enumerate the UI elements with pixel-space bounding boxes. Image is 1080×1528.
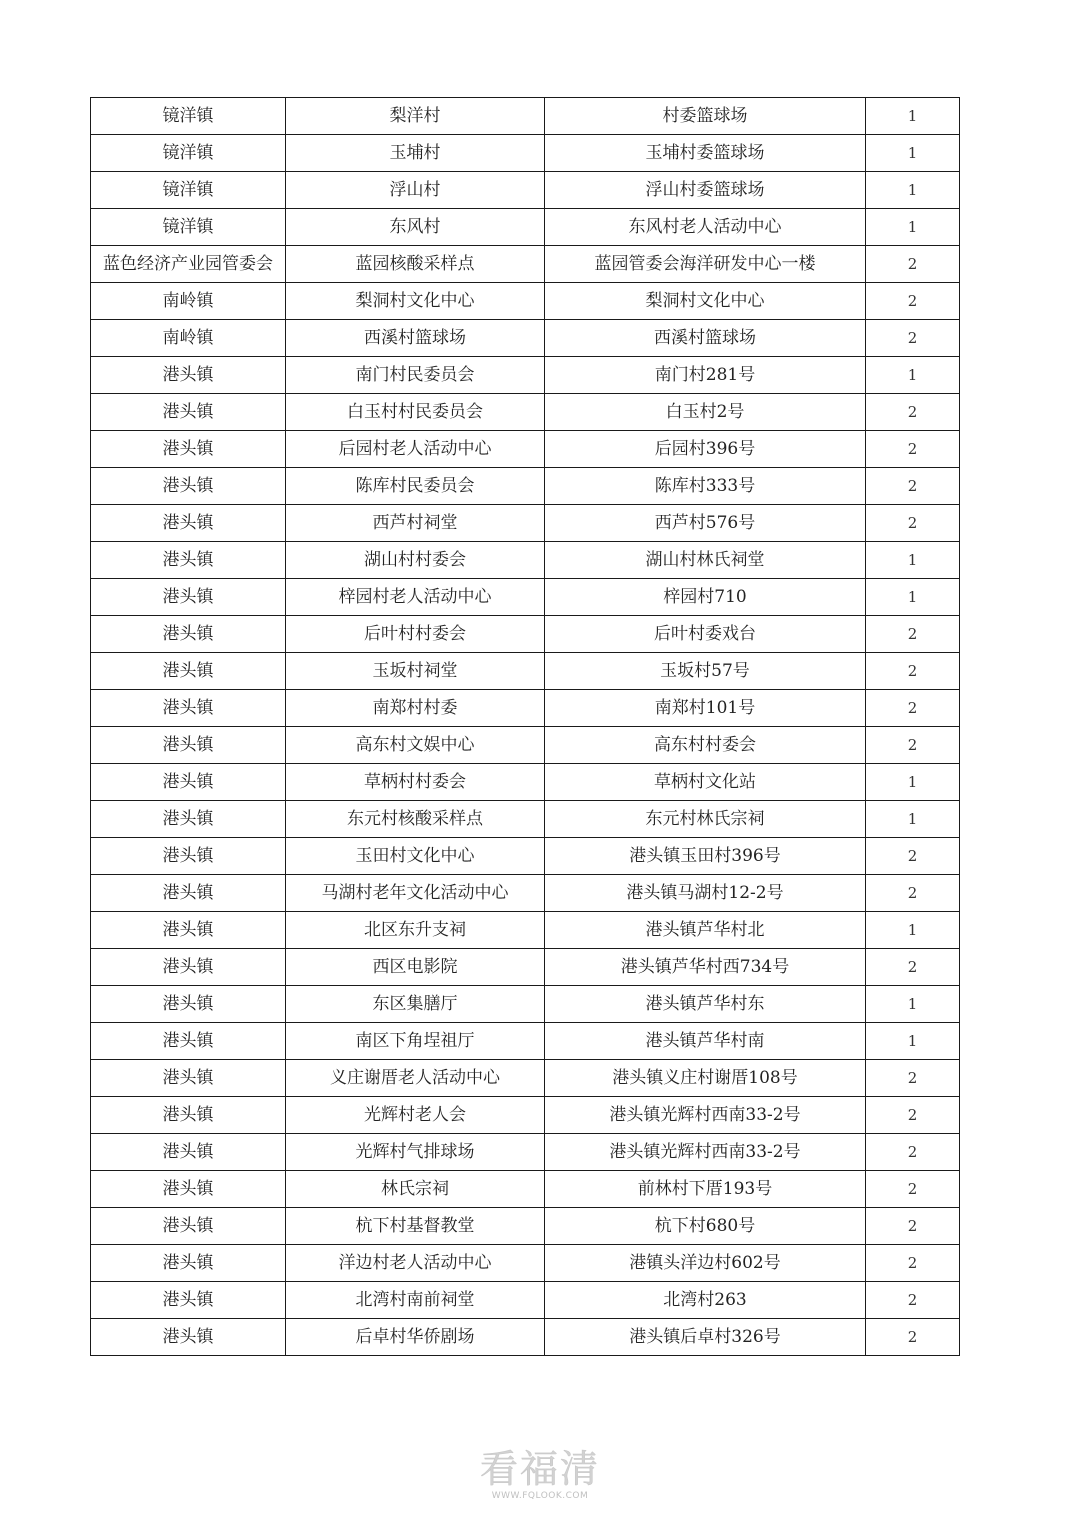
address-cell: 港头镇芦华村东 — [545, 986, 866, 1023]
table-row — [91, 1060, 960, 1097]
town-cell: 镜洋镇 — [91, 172, 286, 209]
table-row — [91, 1208, 960, 1245]
town-cell: 港头镇 — [91, 1245, 286, 1282]
table-row — [91, 949, 960, 986]
table-row — [91, 616, 960, 653]
site-name-cell: 北区东升支祠 — [286, 912, 545, 949]
site-name-cell: 马湖村老年文化活动中心 — [286, 875, 545, 912]
site-name-cell: 东区集膳厅 — [286, 986, 545, 1023]
town-cell: 港头镇 — [91, 1282, 286, 1319]
count-cell: 1 — [866, 986, 960, 1023]
sampling-sites-table — [90, 97, 960, 1356]
town-cell: 港头镇 — [91, 801, 286, 838]
address-cell: 港头镇芦华村西734号 — [545, 949, 866, 986]
table-row — [91, 1245, 960, 1282]
address-cell: 港头镇义庄村谢厝108号 — [545, 1060, 866, 1097]
address-cell: 西溪村篮球场 — [545, 320, 866, 357]
site-name-cell: 玉坂村祠堂 — [286, 653, 545, 690]
site-name-cell: 梓园村老人活动中心 — [286, 579, 545, 616]
table-row — [91, 1319, 960, 1356]
town-cell: 港头镇 — [91, 653, 286, 690]
address-cell: 梨洞村文化中心 — [545, 283, 866, 320]
town-cell: 南岭镇 — [91, 283, 286, 320]
table-row — [91, 764, 960, 801]
watermark-url: WWW.FQLOOK.COM — [491, 1491, 589, 1501]
site-name-cell: 后叶村村委会 — [286, 616, 545, 653]
count-cell: 2 — [866, 505, 960, 542]
count-cell: 2 — [866, 1319, 960, 1356]
count-cell: 2 — [866, 1282, 960, 1319]
count-cell: 1 — [866, 172, 960, 209]
table-row — [91, 727, 960, 764]
town-cell: 港头镇 — [91, 764, 286, 801]
table-row — [91, 1023, 960, 1060]
address-cell: 南郑村101号 — [545, 690, 866, 727]
town-cell: 港头镇 — [91, 838, 286, 875]
town-cell: 港头镇 — [91, 1023, 286, 1060]
table-body — [91, 98, 960, 1356]
count-cell: 2 — [866, 1171, 960, 1208]
address-cell: 村委篮球场 — [545, 98, 866, 135]
address-cell: 后叶村委戏台 — [545, 616, 866, 653]
table-row — [91, 246, 960, 283]
table-row — [91, 1171, 960, 1208]
count-cell: 1 — [866, 98, 960, 135]
count-cell: 2 — [866, 283, 960, 320]
site-name-cell: 东风村 — [286, 209, 545, 246]
site-name-cell: 杭下村基督教堂 — [286, 1208, 545, 1245]
count-cell: 1 — [866, 135, 960, 172]
town-cell: 港头镇 — [91, 1208, 286, 1245]
count-cell: 1 — [866, 764, 960, 801]
address-cell: 前林村下厝193号 — [545, 1171, 866, 1208]
site-name-cell: 东元村核酸采样点 — [286, 801, 545, 838]
site-name-cell: 浮山村 — [286, 172, 545, 209]
site-name-cell: 草柄村村委会 — [286, 764, 545, 801]
town-cell: 港头镇 — [91, 690, 286, 727]
count-cell: 2 — [866, 394, 960, 431]
address-cell: 南门村281号 — [545, 357, 866, 394]
site-name-cell: 西区电影院 — [286, 949, 545, 986]
site-name-cell: 西溪村篮球场 — [286, 320, 545, 357]
table-row — [91, 653, 960, 690]
address-cell: 杭下村680号 — [545, 1208, 866, 1245]
site-name-cell: 义庄谢厝老人活动中心 — [286, 1060, 545, 1097]
address-cell: 陈库村333号 — [545, 468, 866, 505]
address-cell: 玉坂村57号 — [545, 653, 866, 690]
address-cell: 梓园村710 — [545, 579, 866, 616]
table-row — [91, 431, 960, 468]
table-row — [91, 394, 960, 431]
count-cell: 2 — [866, 1097, 960, 1134]
site-name-cell: 南郑村村委 — [286, 690, 545, 727]
address-cell: 东元村林氏宗祠 — [545, 801, 866, 838]
table-row — [91, 320, 960, 357]
site-name-cell: 光辉村气排球场 — [286, 1134, 545, 1171]
count-cell: 2 — [866, 616, 960, 653]
town-cell: 镜洋镇 — [91, 135, 286, 172]
town-cell: 港头镇 — [91, 1134, 286, 1171]
town-cell: 港头镇 — [91, 394, 286, 431]
site-name-cell: 南门村民委员会 — [286, 357, 545, 394]
count-cell: 2 — [866, 320, 960, 357]
count-cell: 1 — [866, 912, 960, 949]
address-cell: 玉埔村委篮球场 — [545, 135, 866, 172]
town-cell: 港头镇 — [91, 1319, 286, 1356]
count-cell: 1 — [866, 801, 960, 838]
address-cell: 港镇头洋边村602号 — [545, 1245, 866, 1282]
watermark-logo-text: 看福清 — [479, 1447, 600, 1491]
town-cell: 港头镇 — [91, 431, 286, 468]
town-cell: 港头镇 — [91, 616, 286, 653]
count-cell: 2 — [866, 653, 960, 690]
town-cell: 港头镇 — [91, 357, 286, 394]
table-row — [91, 690, 960, 727]
town-cell: 港头镇 — [91, 505, 286, 542]
address-cell: 港头镇芦华村北 — [545, 912, 866, 949]
address-cell: 东风村老人活动中心 — [545, 209, 866, 246]
address-cell: 港头镇光辉村西南33-2号 — [545, 1134, 866, 1171]
site-name-cell: 玉埔村 — [286, 135, 545, 172]
table-row — [91, 1097, 960, 1134]
town-cell: 蓝色经济产业园管委会 — [91, 246, 286, 283]
table-row — [91, 505, 960, 542]
table-row — [91, 468, 960, 505]
table-row — [91, 209, 960, 246]
table-row — [91, 1282, 960, 1319]
town-cell: 南岭镇 — [91, 320, 286, 357]
count-cell: 2 — [866, 838, 960, 875]
count-cell: 2 — [866, 690, 960, 727]
town-cell: 港头镇 — [91, 986, 286, 1023]
table-row — [91, 1134, 960, 1171]
address-cell: 港头镇后卓村326号 — [545, 1319, 866, 1356]
town-cell: 港头镇 — [91, 542, 286, 579]
site-name-cell: 白玉村村民委员会 — [286, 394, 545, 431]
count-cell: 2 — [866, 431, 960, 468]
count-cell: 1 — [866, 209, 960, 246]
address-cell: 蓝园管委会海洋研发中心一楼 — [545, 246, 866, 283]
address-cell: 港头镇光辉村西南33-2号 — [545, 1097, 866, 1134]
count-cell: 2 — [866, 1060, 960, 1097]
town-cell: 港头镇 — [91, 1097, 286, 1134]
table-row — [91, 135, 960, 172]
count-cell: 2 — [866, 246, 960, 283]
town-cell: 镜洋镇 — [91, 98, 286, 135]
town-cell: 港头镇 — [91, 1060, 286, 1097]
count-cell: 1 — [866, 1023, 960, 1060]
site-name-cell: 高东村文娱中心 — [286, 727, 545, 764]
town-cell: 港头镇 — [91, 875, 286, 912]
count-cell: 2 — [866, 1208, 960, 1245]
site-name-cell: 湖山村村委会 — [286, 542, 545, 579]
address-cell: 高东村村委会 — [545, 727, 866, 764]
site-name-cell: 南区下角埕祖厅 — [286, 1023, 545, 1060]
count-cell: 1 — [866, 579, 960, 616]
count-cell: 2 — [866, 949, 960, 986]
table-row — [91, 838, 960, 875]
address-cell: 北湾村263 — [545, 1282, 866, 1319]
table-row — [91, 283, 960, 320]
address-cell: 西芦村576号 — [545, 505, 866, 542]
site-name-cell: 梨洞村文化中心 — [286, 283, 545, 320]
site-name-cell: 玉田村文化中心 — [286, 838, 545, 875]
address-cell: 港头镇马湖村12-2号 — [545, 875, 866, 912]
site-name-cell: 陈库村民委员会 — [286, 468, 545, 505]
town-cell: 港头镇 — [91, 579, 286, 616]
site-name-cell: 北湾村南前祠堂 — [286, 1282, 545, 1319]
address-cell: 湖山村林氏祠堂 — [545, 542, 866, 579]
town-cell: 港头镇 — [91, 912, 286, 949]
address-cell: 浮山村委篮球场 — [545, 172, 866, 209]
town-cell: 镜洋镇 — [91, 209, 286, 246]
count-cell: 2 — [866, 727, 960, 764]
table-row — [91, 98, 960, 135]
site-name-cell: 梨洋村 — [286, 98, 545, 135]
table-row — [91, 986, 960, 1023]
address-cell: 港头镇玉田村396号 — [545, 838, 866, 875]
address-cell: 白玉村2号 — [545, 394, 866, 431]
site-name-cell: 林氏宗祠 — [286, 1171, 545, 1208]
table-row — [91, 542, 960, 579]
site-name-cell: 后卓村华侨剧场 — [286, 1319, 545, 1356]
site-name-cell: 光辉村老人会 — [286, 1097, 545, 1134]
table-row — [91, 801, 960, 838]
count-cell: 1 — [866, 357, 960, 394]
count-cell: 1 — [866, 542, 960, 579]
table-row — [91, 172, 960, 209]
table-row — [91, 357, 960, 394]
address-cell: 草柄村文化站 — [545, 764, 866, 801]
count-cell: 2 — [866, 1134, 960, 1171]
count-cell: 2 — [866, 1245, 960, 1282]
table-row — [91, 912, 960, 949]
count-cell: 2 — [866, 875, 960, 912]
town-cell: 港头镇 — [91, 727, 286, 764]
site-name-cell: 蓝园核酸采样点 — [286, 246, 545, 283]
address-cell: 港头镇芦华村南 — [545, 1023, 866, 1060]
town-cell: 港头镇 — [91, 949, 286, 986]
count-cell: 2 — [866, 468, 960, 505]
table-row — [91, 579, 960, 616]
table-row — [91, 875, 960, 912]
site-name-cell: 后园村老人活动中心 — [286, 431, 545, 468]
watermark — [470, 1448, 610, 1502]
site-name-cell: 洋边村老人活动中心 — [286, 1245, 545, 1282]
site-name-cell: 西芦村祠堂 — [286, 505, 545, 542]
town-cell: 港头镇 — [91, 468, 286, 505]
address-cell: 后园村396号 — [545, 431, 866, 468]
town-cell: 港头镇 — [91, 1171, 286, 1208]
